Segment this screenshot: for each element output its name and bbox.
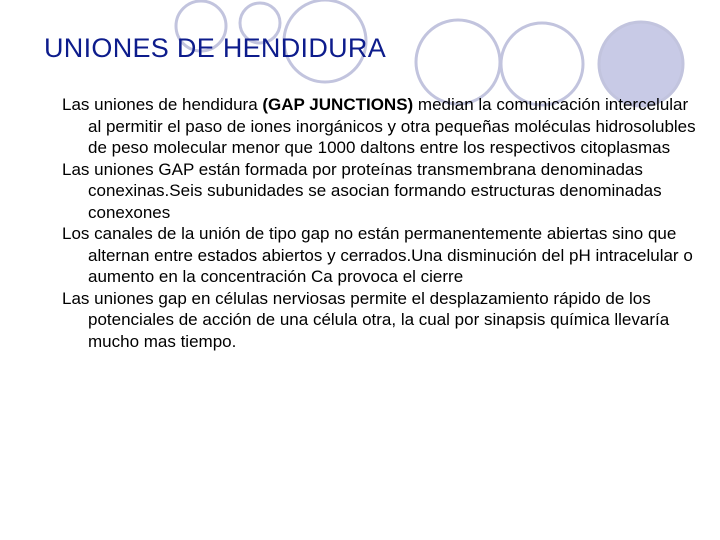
deco-circle-3 bbox=[501, 23, 583, 105]
paragraph-1-start: Las uniones de hendidura bbox=[62, 95, 263, 114]
paragraph-1-rest: median la comunicación intercelular al permitir el paso de iones inorgánicos y otra pequeñas moléculas hidrosolubles de peso molecular menor que 1000 daltons entre los respectivos citoplasmas bbox=[88, 95, 696, 157]
slide-title: UNIONES DE HENDIDURA bbox=[44, 33, 387, 63]
paragraph-celulas-nerviosas: Las uniones gap en células nerviosas permite el desplazamiento rápido de los potenciales de acción de una célula otra, la cual por sinapsis química llevaría mucho mas tiempo. bbox=[62, 288, 670, 351]
gap-junctions-term: (GAP JUNCTIONS) bbox=[262, 95, 414, 114]
paragraph-conexinas: Las uniones GAP están formada por proteínas transmembrana denominadas conexinas.Seis subunidades se asocian formando estructuras denominadas conexones bbox=[62, 159, 662, 222]
paragraph-canales: Los canales de la unión de tipo gap no están permanentemente abiertas sino que alternan entre estados abiertos y cerrados.Una disminución del pH intracelular o aumento en la concentración Ca provoca el cierre bbox=[62, 224, 693, 286]
deco-circle-2 bbox=[416, 20, 500, 104]
slide-body bbox=[62, 94, 702, 352]
paragraph-gap-junctions bbox=[62, 94, 702, 159]
